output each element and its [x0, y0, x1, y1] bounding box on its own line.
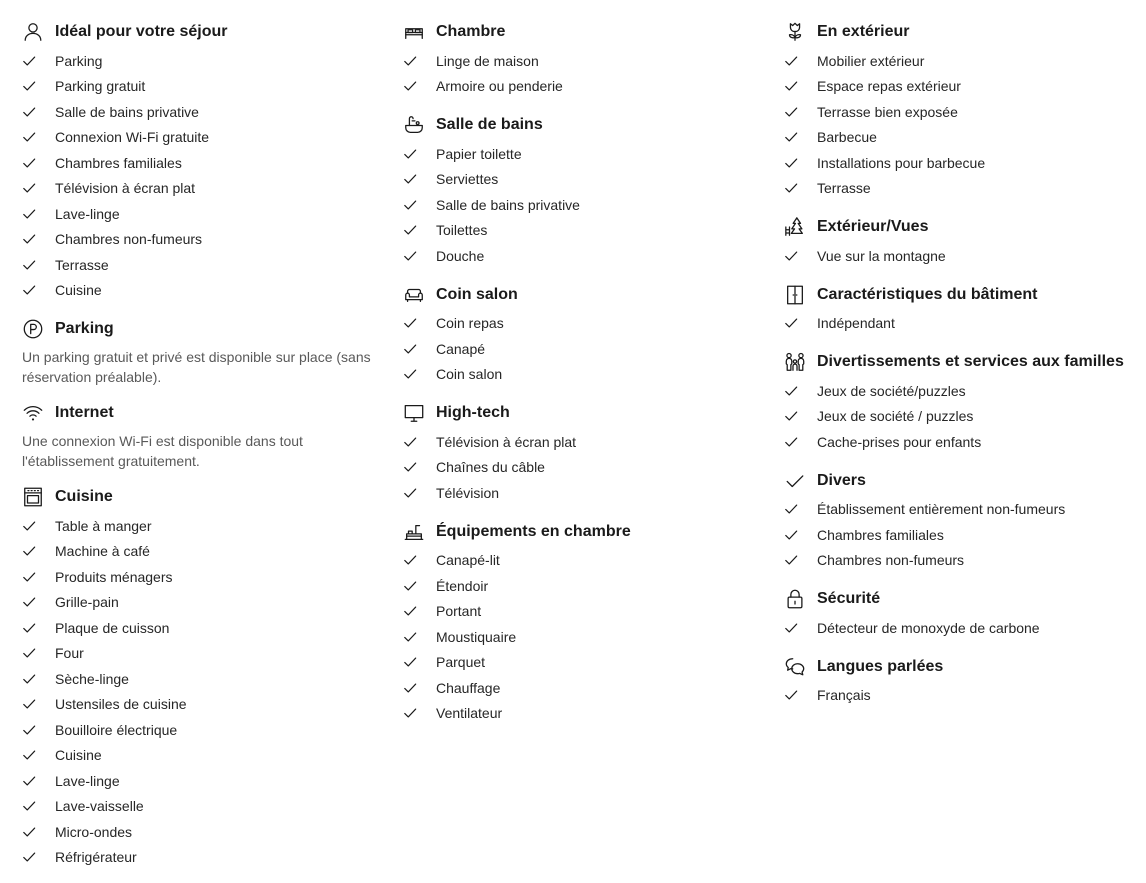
- checkmark-icon: [784, 180, 800, 196]
- amenity-label: Micro-ondes: [55, 823, 133, 840]
- list-item: [403, 675, 763, 701]
- section-chambre: [403, 16, 763, 99]
- checkmark-icon: [22, 155, 38, 171]
- checkmark-icon: [784, 501, 800, 517]
- section-title: Coin salon: [436, 285, 518, 303]
- column-left: [22, 16, 382, 870]
- amenity-label: Télévision à écran plat: [55, 180, 196, 197]
- checkmark-icon: [403, 578, 419, 594]
- checkmark-icon: [22, 282, 38, 298]
- list-item: [403, 141, 763, 167]
- section-title: Caractéristiques du bâtiment: [817, 285, 1038, 303]
- checkmark-icon: [784, 434, 800, 450]
- amenity-label: Table à manger: [55, 517, 152, 534]
- section-title: Idéal pour votre séjour: [55, 23, 228, 40]
- amenity-label: Produits ménagers: [55, 568, 173, 585]
- section-title: Parking: [55, 320, 114, 337]
- amenity-label: Serviettes: [436, 171, 499, 188]
- list-item: [403, 167, 763, 193]
- list-item: [784, 99, 1134, 125]
- section-title: Divers: [817, 471, 866, 489]
- section-cuisine: [22, 481, 382, 870]
- section-header: [403, 16, 763, 48]
- checkmark-icon: [403, 53, 419, 69]
- check-icon: [784, 470, 806, 492]
- amenity-label: Douche: [436, 247, 485, 264]
- list-item: [403, 74, 763, 100]
- person-icon: [22, 21, 44, 43]
- list-item: [22, 539, 382, 565]
- checkmark-icon: [403, 315, 419, 331]
- section-title: Langues parlées: [817, 657, 944, 675]
- amenity-list: [403, 548, 763, 727]
- lock-icon: [784, 588, 806, 610]
- checkmark-icon: [403, 222, 419, 238]
- checkmark-icon: [22, 849, 38, 865]
- list-item: [22, 794, 382, 820]
- amenity-label: Chauffage: [436, 679, 501, 696]
- checkmark-icon: [22, 180, 38, 196]
- amenity-label: Papier toilette: [436, 145, 522, 162]
- amenity-list: [784, 378, 1134, 455]
- list-item: [784, 615, 1134, 641]
- checkmark-icon: [22, 824, 38, 840]
- checkmark-icon: [403, 705, 419, 721]
- amenity-label: Ventilateur: [436, 705, 503, 722]
- bed-icon: [403, 21, 425, 43]
- amenity-label: Chambres non-fumeurs: [817, 552, 965, 569]
- list-item: [403, 455, 763, 481]
- checkmark-icon: [403, 434, 419, 450]
- section-parking: [22, 313, 382, 387]
- amenity-label: Cache-prises pour enfants: [817, 433, 982, 450]
- family-icon: [784, 351, 806, 373]
- list-item: [403, 218, 763, 244]
- checkmark-icon: [403, 78, 419, 94]
- amenity-label: Plaque de cuisson: [55, 619, 170, 636]
- amenity-label: Coin repas: [436, 315, 504, 332]
- checkmark-icon: [22, 747, 38, 763]
- amenity-label: Réfrigérateur: [55, 849, 137, 866]
- amenity-label: Vue sur la montagne: [817, 247, 946, 264]
- checkmark-icon: [22, 53, 38, 69]
- amenity-label: Terrasse bien exposée: [817, 103, 958, 120]
- checkmark-icon: [403, 341, 419, 357]
- checkmark-icon: [22, 594, 38, 610]
- sofa-icon: [403, 284, 425, 306]
- list-item: [22, 176, 382, 202]
- checkmark-icon: [403, 680, 419, 696]
- amenity-label: Ustensiles de cuisine: [55, 696, 187, 713]
- checkmark-icon: [403, 603, 419, 619]
- list-item: [403, 599, 763, 625]
- parking-icon: [22, 318, 44, 340]
- amenity-label: Télévision: [436, 484, 500, 501]
- section-title: Salle de bains: [436, 116, 543, 133]
- list-item: [22, 666, 382, 692]
- checkmark-icon: [403, 366, 419, 382]
- list-item: [784, 48, 1134, 74]
- list-item: [784, 150, 1134, 176]
- amenity-label: Four: [55, 645, 84, 662]
- list-item: [784, 548, 1134, 574]
- column-middle: [403, 16, 763, 726]
- checkmark-icon: [784, 104, 800, 120]
- checkmark-icon: [22, 645, 38, 661]
- checkmark-icon: [22, 78, 38, 94]
- amenity-label: Portant: [436, 603, 482, 620]
- amenity-list: [784, 497, 1134, 574]
- list-item: [22, 278, 382, 304]
- amenity-list: [22, 48, 382, 303]
- amenity-label: Jeux de société/puzzles: [817, 382, 966, 399]
- amenity-label: Barbecue: [817, 129, 877, 146]
- list-item: [22, 227, 382, 253]
- checkmark-icon: [22, 773, 38, 789]
- checkmark-icon: [784, 129, 800, 145]
- list-item: [22, 564, 382, 590]
- list-item: [22, 615, 382, 641]
- list-item: [22, 641, 382, 667]
- section-header: [22, 313, 382, 345]
- list-item: [784, 522, 1134, 548]
- checkmark-icon: [403, 654, 419, 670]
- list-item: [22, 717, 382, 743]
- list-item: [403, 624, 763, 650]
- amenity-label: Moustiquaire: [436, 628, 517, 645]
- checkmark-icon: [784, 383, 800, 399]
- section-vues: [784, 211, 1134, 269]
- section-header: [403, 516, 763, 548]
- amenity-label: Installations pour barbecue: [817, 154, 986, 171]
- amenity-label: Armoire ou penderie: [436, 78, 563, 95]
- section-header: [22, 16, 382, 48]
- oven-icon: [22, 486, 44, 508]
- list-item: [22, 99, 382, 125]
- list-item: [784, 429, 1134, 455]
- list-item: [403, 336, 763, 362]
- amenity-label: Étendoir: [436, 577, 489, 594]
- checkmark-icon: [784, 78, 800, 94]
- checkmark-icon: [22, 620, 38, 636]
- list-item: [403, 429, 763, 455]
- section-header: [784, 211, 1134, 243]
- checkmark-icon: [22, 129, 38, 145]
- section-internet: [22, 397, 382, 471]
- section-ideal: [22, 16, 382, 303]
- list-item: [403, 48, 763, 74]
- section-header: [784, 346, 1134, 378]
- door-icon: [784, 284, 806, 306]
- checkmark-icon: [784, 620, 800, 636]
- list-item: [403, 362, 763, 388]
- amenity-label: Parking gratuit: [55, 78, 146, 95]
- amenity-label: Terrasse: [55, 256, 109, 273]
- section-description: Un parking gratuit et privé est disponible sur place (sans réservation préalable).: [22, 349, 371, 385]
- amenity-label: Cuisine: [55, 282, 102, 299]
- section-securite: [784, 583, 1134, 641]
- list-item: [403, 701, 763, 727]
- bathtub-icon: [403, 114, 425, 136]
- list-item: [403, 480, 763, 506]
- section-coin-salon: [403, 279, 763, 388]
- amenity-label: Chambres non-fumeurs: [55, 231, 203, 248]
- section-header: [784, 279, 1134, 311]
- amenity-label: Français: [817, 687, 871, 704]
- amenity-label: Chambres familiales: [55, 154, 182, 171]
- list-item: [403, 548, 763, 574]
- amenity-list: [403, 429, 763, 506]
- tree-fence-icon: [784, 216, 806, 238]
- list-item: [784, 378, 1134, 404]
- checkmark-icon: [22, 569, 38, 585]
- list-item: [22, 590, 382, 616]
- list-item: [22, 125, 382, 151]
- section-familles: [784, 346, 1134, 455]
- section-header: [403, 279, 763, 311]
- amenity-label: Machine à café: [55, 543, 150, 560]
- section-description: Une connexion Wi-Fi est disponible dans tout l'établissement gratuitement.: [22, 433, 303, 469]
- list-item: [22, 48, 382, 74]
- list-item: [22, 743, 382, 769]
- list-item: [403, 192, 763, 218]
- checkmark-icon: [784, 527, 800, 543]
- room-equipment-icon: [403, 521, 425, 543]
- list-item: [403, 243, 763, 269]
- section-title: Équipements en chambre: [436, 522, 631, 540]
- amenity-list: [784, 48, 1134, 201]
- amenity-label: Lave-linge: [55, 205, 120, 222]
- list-item: [22, 845, 382, 871]
- checkmark-icon: [784, 408, 800, 424]
- checkmark-icon: [22, 206, 38, 222]
- flower-icon: [784, 21, 806, 43]
- checkmark-icon: [22, 543, 38, 559]
- section-header: [784, 651, 1134, 683]
- section-title: High-tech: [436, 404, 510, 421]
- amenity-label: Indépendant: [817, 315, 895, 332]
- list-item: [784, 125, 1134, 151]
- section-title: Cuisine: [55, 488, 113, 505]
- amenity-label: Jeux de société / puzzles: [817, 408, 974, 425]
- list-item: [22, 513, 382, 539]
- checkmark-icon: [784, 315, 800, 331]
- monitor-icon: [403, 402, 425, 424]
- amenity-label: Chaînes du câble: [436, 459, 545, 476]
- checkmark-icon: [403, 146, 419, 162]
- amenity-label: Salle de bains privative: [436, 196, 580, 213]
- amenity-list: [403, 48, 763, 99]
- amenity-label: Bouilloire électrique: [55, 721, 178, 738]
- checkmark-icon: [784, 53, 800, 69]
- list-item: [784, 176, 1134, 202]
- list-item: [784, 243, 1134, 269]
- section-langues: [784, 651, 1134, 709]
- amenity-label: Espace repas extérieur: [817, 78, 961, 95]
- amenity-label: Lave-vaisselle: [55, 798, 144, 815]
- checkmark-icon: [22, 671, 38, 687]
- checkmark-icon: [784, 155, 800, 171]
- checkmark-icon: [22, 104, 38, 120]
- section-header: [403, 397, 763, 429]
- list-item: [22, 201, 382, 227]
- list-item: [403, 650, 763, 676]
- amenity-label: Connexion Wi-Fi gratuite: [55, 129, 210, 146]
- section-header: [22, 397, 382, 429]
- checkmark-icon: [403, 171, 419, 187]
- checkmark-icon: [22, 798, 38, 814]
- amenity-label: Grille-pain: [55, 594, 119, 611]
- column-right: [784, 16, 1134, 708]
- checkmark-icon: [403, 248, 419, 264]
- speech-bubbles-icon: [784, 656, 806, 678]
- amenity-label: Coin salon: [436, 366, 503, 383]
- amenity-list: [784, 683, 1134, 709]
- section-header: [22, 481, 382, 513]
- checkmark-icon: [403, 629, 419, 645]
- section-equipements: [403, 516, 763, 727]
- checkmark-icon: [403, 552, 419, 568]
- list-item: [22, 74, 382, 100]
- section-header: [403, 109, 763, 141]
- amenity-list: [403, 311, 763, 388]
- list-item: [22, 252, 382, 278]
- section-high-tech: [403, 397, 763, 506]
- amenity-label: Lave-linge: [55, 772, 120, 789]
- amenity-label: Parquet: [436, 654, 486, 671]
- amenity-label: Canapé: [436, 340, 486, 357]
- amenity-list: [22, 513, 382, 870]
- section-header: [784, 465, 1134, 497]
- section-batiment: [784, 279, 1134, 337]
- list-item: [784, 404, 1134, 430]
- list-item: [403, 573, 763, 599]
- checkmark-icon: [22, 257, 38, 273]
- amenity-label: Linge de maison: [436, 52, 539, 69]
- list-item: [784, 683, 1134, 709]
- amenity-label: Sèche-linge: [55, 670, 129, 687]
- checkmark-icon: [22, 722, 38, 738]
- amenity-label: Salle de bains privative: [55, 103, 199, 120]
- checkmark-icon: [403, 197, 419, 213]
- amenity-list: [784, 311, 1134, 337]
- checkmark-icon: [403, 485, 419, 501]
- amenity-label: Cuisine: [55, 747, 102, 764]
- section-salle-de-bains: [403, 109, 763, 269]
- list-item: [22, 150, 382, 176]
- amenity-label: Détecteur de monoxyde de carbone: [817, 619, 1040, 636]
- section-title: Divertissements et services aux familles: [817, 353, 1124, 370]
- amenity-label: Toilettes: [436, 222, 488, 239]
- checkmark-icon: [784, 552, 800, 568]
- section-header: [784, 583, 1134, 615]
- amenity-list: [784, 615, 1134, 641]
- list-item: [784, 74, 1134, 100]
- amenity-list: [403, 141, 763, 269]
- checkmark-icon: [784, 687, 800, 703]
- checkmark-icon: [22, 696, 38, 712]
- section-divers: [784, 465, 1134, 574]
- amenity-list: [784, 243, 1134, 269]
- list-item: [22, 692, 382, 718]
- section-title: Chambre: [436, 23, 506, 40]
- list-item: [22, 768, 382, 794]
- amenity-label: Chambres familiales: [817, 526, 944, 543]
- checkmark-icon: [403, 459, 419, 475]
- amenity-label: Télévision à écran plat: [436, 433, 577, 450]
- section-title: En extérieur: [817, 23, 910, 40]
- checkmark-icon: [784, 248, 800, 264]
- section-exterieur: [784, 16, 1134, 201]
- section-title: Sécurité: [817, 590, 881, 607]
- list-item: [22, 819, 382, 845]
- checkmark-icon: [22, 231, 38, 247]
- section-title: Extérieur/Vues: [817, 218, 929, 235]
- amenity-label: Établissement entièrement non-fumeurs: [817, 501, 1066, 518]
- list-item: [784, 311, 1134, 337]
- list-item: [784, 497, 1134, 523]
- section-title: Internet: [55, 404, 114, 421]
- section-header: [784, 16, 1134, 48]
- amenity-label: Mobilier extérieur: [817, 52, 925, 69]
- wifi-icon: [22, 402, 44, 424]
- amenity-label: Canapé-lit: [436, 552, 500, 569]
- list-item: [403, 311, 763, 337]
- amenity-label: Terrasse: [817, 180, 871, 197]
- checkmark-icon: [22, 518, 38, 534]
- amenity-label: Parking: [55, 52, 103, 69]
